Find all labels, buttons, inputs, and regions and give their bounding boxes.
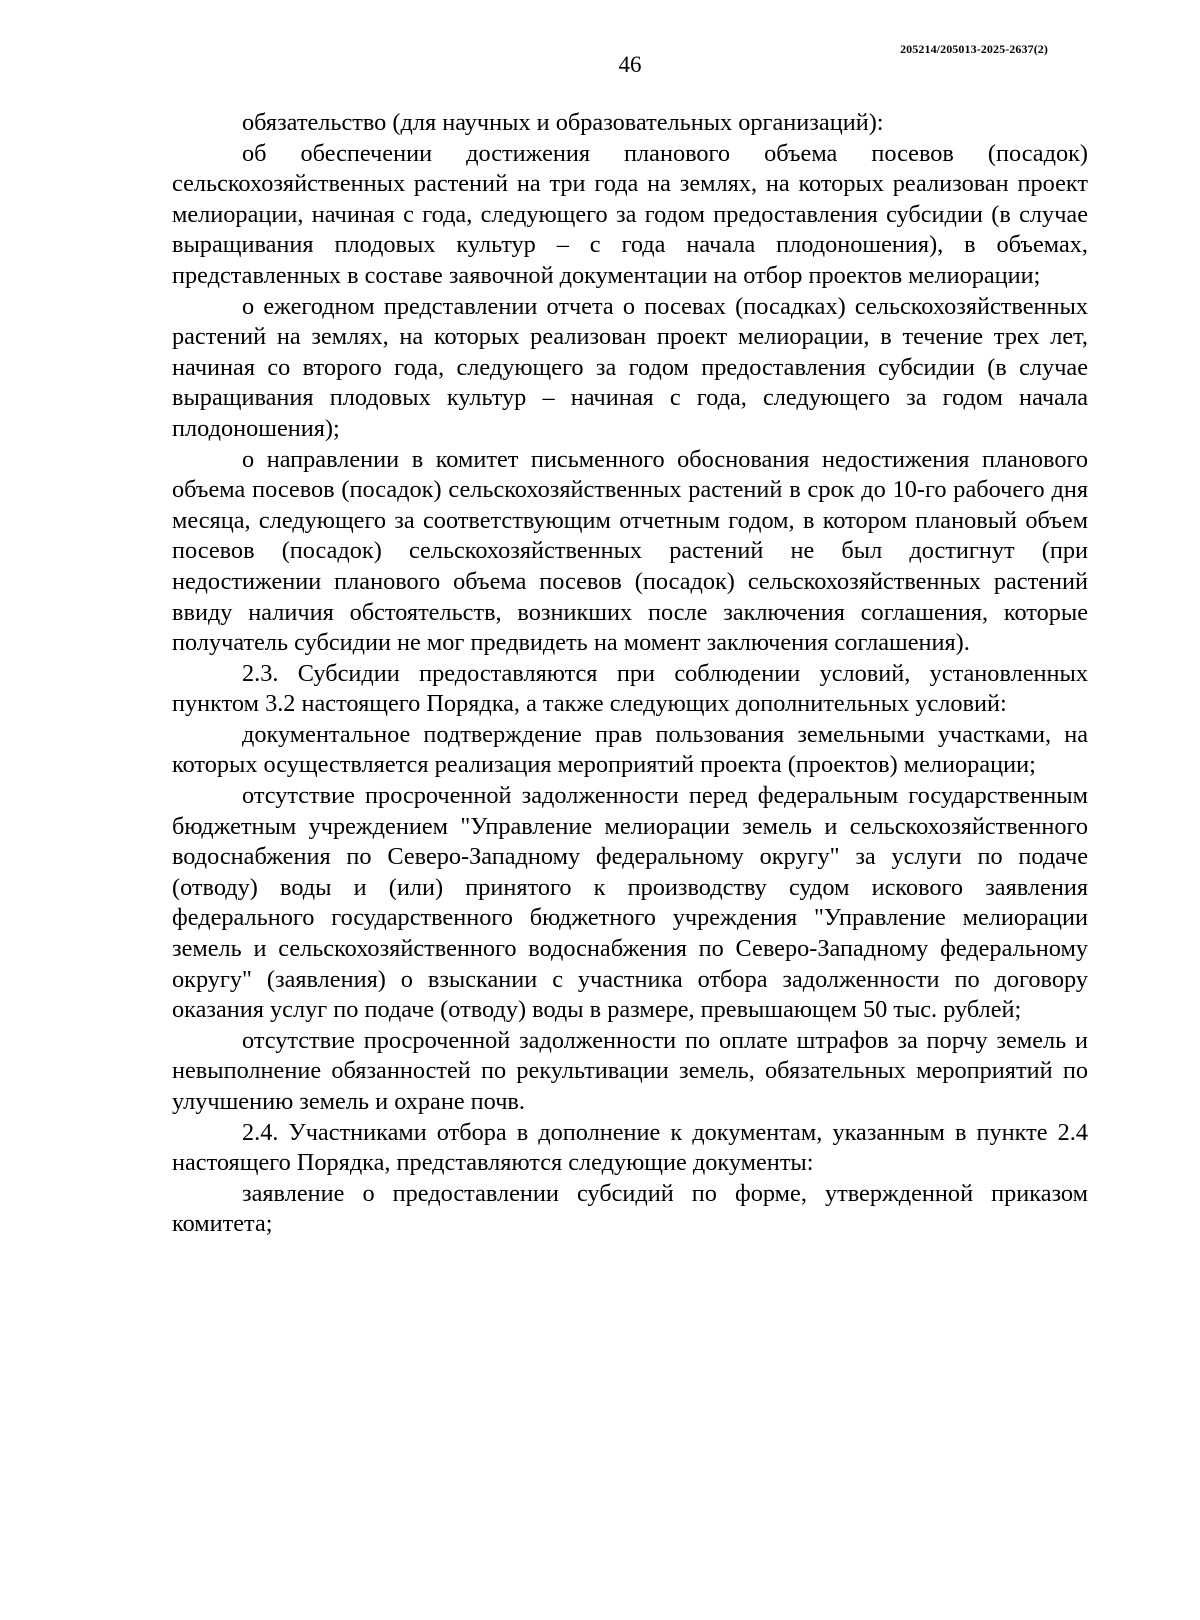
- document-id: 205214/205013-2025-2637(2): [900, 42, 1048, 56]
- paragraph-land-rights: документальное подтверждение прав пользования земельными участками, на которых осуществляется реализация мероприятий проекта (проектов) мелиорации;: [172, 720, 1088, 779]
- paragraph-no-debt-fines: отсутствие просроченной задолженности по оплате штрафов за порчу земель и невыполнение обязанностей по рекультивации земель, обязательных мероприятий по улучшению земель и охране почв.: [172, 1026, 1088, 1115]
- paragraph-no-debt-federal: отсутствие просроченной задолженности перед федеральным государственным бюджетным учреждением "Управление мелиорации земель и сельскохозяйственного водоснабжения по Северо-Западному федеральному округу" за услуги по подаче (отводу) воды и (или) принятого к производству судом искового заявления федерального государственного бюджетного учреждения "Управление мелиорации земель и сельскохозяйственного водоснабжения по Северо-Западному федеральному округу" (заявления) о взыскании с участника отбора задолженности по договору оказания услуг по подаче (отводу) воды в размере, превышающем 50 тыс. рублей;: [172, 782, 1088, 1024]
- paragraph-annual-report: о ежегодном представлении отчета о посевах (посадках) сельскохозяйственных растений на землях, на которых реализован проект мелиорации, в течение трех лет, начиная со второго года, следующего за годом предоставления субсидии (в случае выращивания плодовых культур – начиная с года, следующего за годом начала плодоношения);: [172, 292, 1088, 442]
- paragraph-obligation-intro: обязательство (для научных и образовательных организаций):: [242, 109, 884, 136]
- page-number: 46: [618, 52, 642, 77]
- paragraph-justification: о направлении в комитет письменного обоснования недостижения планового объема посевов (посадок) сельскохозяйственных растений в срок до 10-го рабочего дня месяца, следующего за соответствующим отчетным годом, в котором плановый объем посевов (посадок) сельскохозяйственных растений не был достигнут (при недостижении планового объема посевов (посадок) сельскохозяйственных растений ввиду наличия обстоятельств, возникших после заключения соглашения, которые получатель субсидии не мог предвидеть на момент заключения соглашения).: [172, 445, 1088, 657]
- paragraph-2-3: 2.3. Субсидии предоставляются при соблюдении условий, установленных пунктом 3.2 настоящего Порядка, а также следующих дополнительных условий:: [172, 659, 1088, 718]
- document-body: [172, 108, 1088, 1240]
- paragraph-sowing-volume: об обеспечении достижения планового объема посевов (посадок) сельскохозяйственных растений на три года на землях, на которых реализован проект мелиорации, начиная с года, следующего за годом предоставления субсидии (в случае выращивания плодовых культур – с года начала плодоношения), в объемах, представленных в составе заявочной документации на отбор проектов мелиорации;: [172, 139, 1088, 289]
- paragraph-2-4: 2.4. Участниками отбора в дополнение к документам, указанным в пункте 2.4 настоящего Порядка, представляются следующие документы:: [172, 1118, 1088, 1177]
- paragraph-application: заявление о предоставлении субсидий по форме, утвержденной приказом комитета;: [172, 1179, 1088, 1238]
